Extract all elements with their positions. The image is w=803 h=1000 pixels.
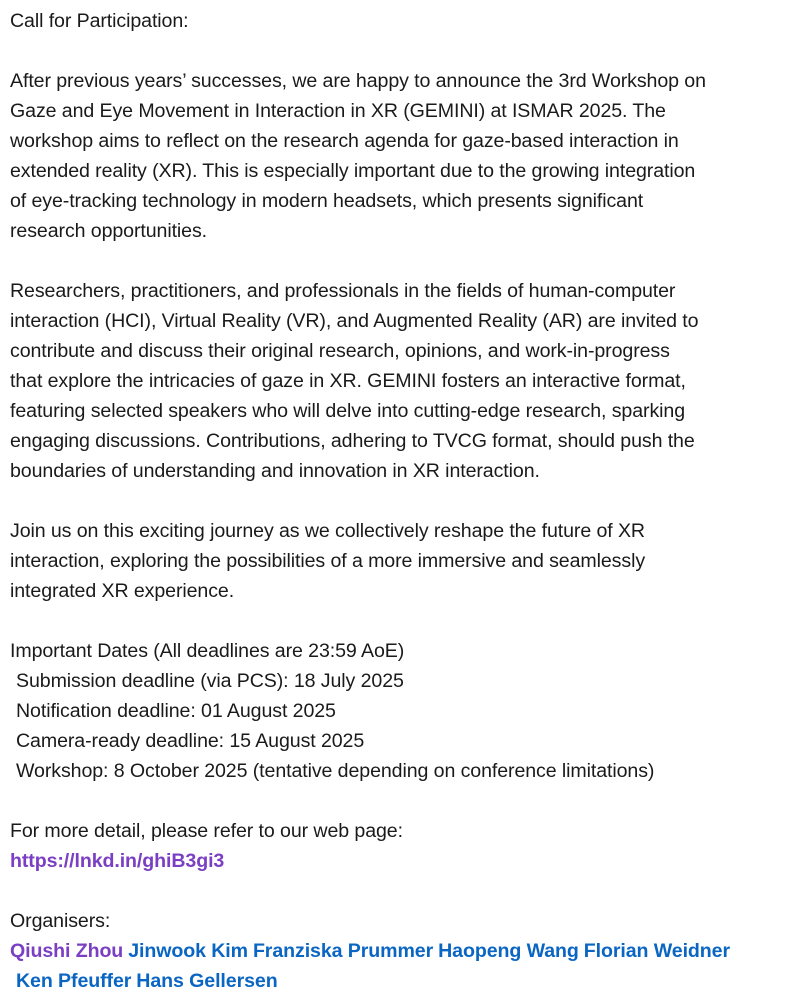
web-page-link[interactable]: https://lnkd.in/ghiB3gi3 xyxy=(10,850,225,872)
text-line: Gaze and Eye Movement in Interaction in XR (GEMINI) at ISMAR 2025. The xyxy=(10,100,666,122)
mention-florian-weidner[interactable]: Florian Weidner xyxy=(583,940,730,962)
text-line: featuring selected speakers who will delve into cutting-edge research, sparking xyxy=(10,400,685,422)
date-item-notification: Notification deadline: 01 August 2025 xyxy=(16,700,336,722)
paragraph-gap xyxy=(10,786,793,816)
paragraph-join xyxy=(10,516,793,606)
text-line: Join us on this exciting journey as we collectively reshape the future of XR xyxy=(10,520,645,542)
text-line: boundaries of understanding and innovation in XR interaction. xyxy=(10,460,540,482)
organisers-label: Organisers: xyxy=(10,910,111,932)
paragraph-gap xyxy=(10,36,793,66)
mention-haopeng-wang[interactable]: Haopeng Wang xyxy=(438,940,579,962)
dates-title: Important Dates (All deadlines are 23:59 AoE) xyxy=(10,640,405,662)
text-line: engaging discussions. Contributions, adhering to TVCG format, should push the xyxy=(10,430,695,452)
mention-jinwook-kim[interactable]: Jinwook Kim xyxy=(128,940,248,962)
text-line: Researchers, practitioners, and professionals in the fields of human-computer xyxy=(10,280,676,302)
post-heading: Call for Participation: xyxy=(10,10,189,32)
date-item-camera-ready: Camera-ready deadline: 15 August 2025 xyxy=(16,730,365,752)
important-dates xyxy=(10,636,793,786)
paragraph-gap xyxy=(10,486,793,516)
text-line: After previous years’ successes, we are happy to announce the 3rd Workshop on xyxy=(10,70,706,92)
date-item-submission: Submission deadline (via PCS): 18 July 2025 xyxy=(16,670,404,692)
text-line: interaction, exploring the possibilities of a more immersive and seamlessly xyxy=(10,550,646,572)
organisers-section xyxy=(10,906,793,996)
text-line: integrated XR experience. xyxy=(10,580,235,602)
organisers-row xyxy=(10,966,793,996)
paragraph-gap xyxy=(10,606,793,636)
text-line: extended reality (XR). This is especially important due to the growing integration xyxy=(10,160,696,182)
mention-franziska-prummer[interactable]: Franziska Prummer xyxy=(252,940,434,962)
text-line: contribute and discuss their original research, opinions, and work-in-progress xyxy=(10,340,670,362)
mention-ken-pfeuffer[interactable]: Ken Pfeuffer xyxy=(16,970,132,992)
more-detail-section xyxy=(10,816,793,876)
organisers-row xyxy=(10,936,793,966)
paragraph-audience xyxy=(10,276,793,486)
paragraph-gap xyxy=(10,246,793,276)
date-item-workshop: Workshop: 8 October 2025 (tentative depending on conference limitations) xyxy=(16,760,655,782)
mention-qiushi-zhou[interactable]: Qiushi Zhou xyxy=(10,940,124,962)
text-line: of eye-tracking technology in modern headsets, which presents significant xyxy=(10,190,644,212)
more-detail-text: For more detail, please refer to our web page: xyxy=(10,820,403,842)
paragraph-gap xyxy=(10,876,793,906)
text-line: research opportunities. xyxy=(10,220,208,242)
text-line: workshop aims to reflect on the research agenda for gaze-based interaction in xyxy=(10,130,679,152)
mention-hans-gellersen[interactable]: Hans Gellersen xyxy=(136,970,278,992)
paragraph-intro xyxy=(10,66,793,246)
text-line: interaction (HCI), Virtual Reality (VR), and Augmented Reality (AR) are invited to xyxy=(10,310,699,332)
text-line: that explore the intricacies of gaze in XR. GEMINI fosters an interactive format, xyxy=(10,370,686,392)
